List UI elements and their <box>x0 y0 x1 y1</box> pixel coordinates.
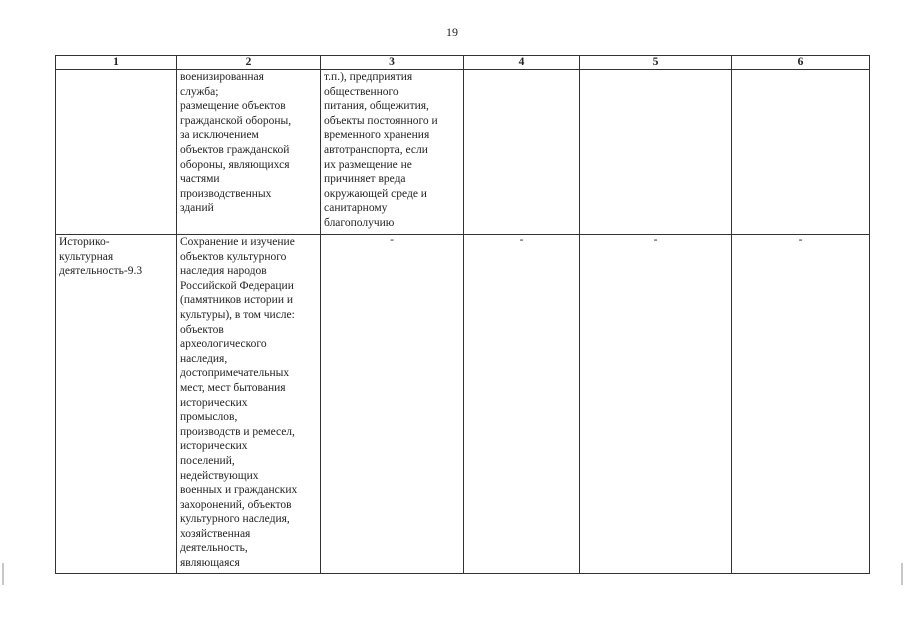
table-row <box>56 70 870 235</box>
table-cell <box>321 70 464 235</box>
page-number: 19 <box>446 25 458 39</box>
cell-text: военизированная служба; размещение объектов гражданской обороны, за исключением объектов гражданской обороны, являющихся частями производственных зданий <box>180 71 292 215</box>
column-header-4: 4 <box>464 56 580 70</box>
column-header-2: 2 <box>177 56 321 70</box>
table-cell <box>732 70 870 235</box>
document-table <box>55 55 870 574</box>
column-header-6: 6 <box>732 56 870 70</box>
scan-edge-mark-right <box>901 563 903 585</box>
cell-text: - <box>390 234 394 246</box>
table-cell <box>56 70 177 235</box>
table-cell <box>177 70 321 235</box>
cell-text: - <box>798 234 803 246</box>
table-cell <box>177 235 321 574</box>
cell-text: Сохранение и изучение объектов культурного наследия народов Российской Федерации (памятников истории и культуры), в том числе: объектов археологического наследия, достопримечательных мест, мест бытования исторических промыслов, производств и ремесел, исторических поселений, недействующих военных и гражданских захоронений, объектов культурного наследия, хозяйственная деятельность, являющаяся <box>180 236 298 570</box>
table-row <box>56 235 870 574</box>
table-cell <box>580 235 732 574</box>
table-cell <box>580 70 732 235</box>
table-cell <box>56 235 177 574</box>
column-header-1: 1 <box>56 56 177 70</box>
cell-text: т.п.), предприятия общественного питания, общежития, объекты постоянного и временного хранения автотранспорта, если их размещение не причиняет вреда окружающей среде и санитарному благополучию <box>324 71 438 229</box>
table-cell <box>321 235 464 574</box>
cell-text: Историко- культурная деятельность-9.3 <box>59 236 143 278</box>
table-cell <box>464 235 580 574</box>
column-header-5: 5 <box>580 56 732 70</box>
table-header-row <box>56 56 870 70</box>
cell-text: - <box>519 234 524 246</box>
column-header-3: 3 <box>321 56 464 70</box>
table-cell <box>732 235 870 574</box>
scan-edge-mark-left <box>2 563 4 585</box>
table-cell <box>464 70 580 235</box>
cell-text: - <box>653 234 658 246</box>
